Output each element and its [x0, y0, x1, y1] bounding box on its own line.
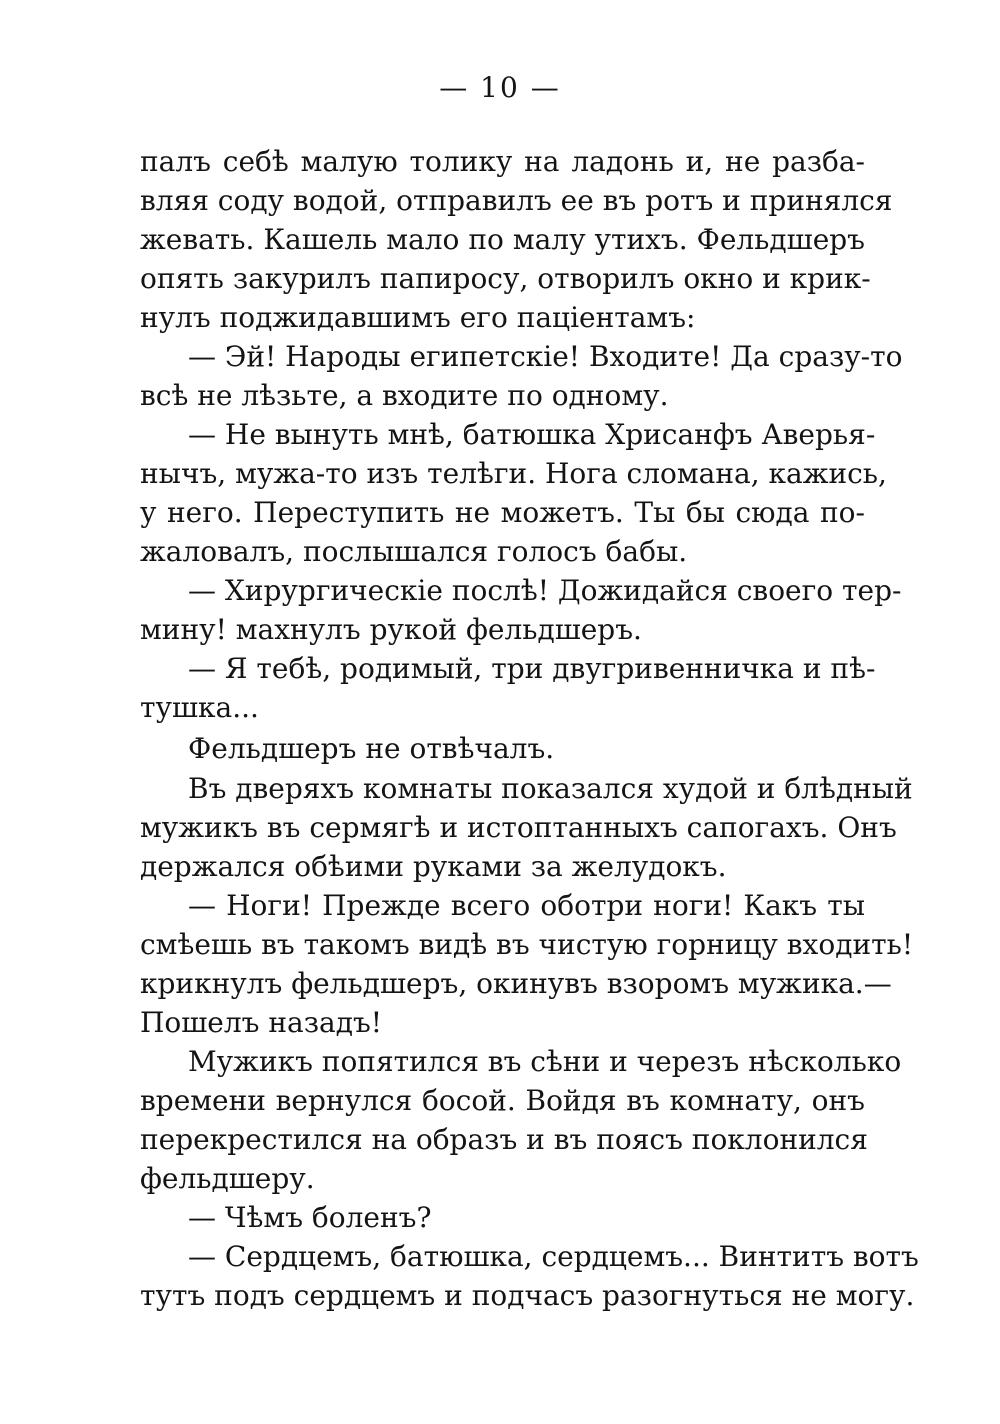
text-line: нычъ, мужа-то изъ телѣги. Нога сломана, кажись, [140, 457, 887, 490]
text-line: палъ себѣ малую толику на ладонь и, не разба- [140, 145, 865, 178]
text-line: тушка... [140, 691, 259, 724]
text-line: смѣешь въ такомъ видѣ въ чистую горницу входить! [140, 928, 914, 961]
dialogue-line: — Я тебѣ, родимый, три двугривенничка и пѣ- [188, 652, 876, 685]
text-line: у него. Переступить не можетъ. Ты бы сюда по- [140, 496, 865, 529]
text-line: всѣ не лѣзьте, а входите по одному. [140, 379, 669, 412]
text-line: держался обѣими руками за желудокъ. [140, 850, 727, 883]
text-line: Пошелъ назадъ! [140, 1006, 383, 1039]
text-line: нулъ поджидавшимъ его паціентамъ: [140, 301, 696, 334]
dialogue-line: — Чѣмъ боленъ? [188, 1201, 432, 1234]
paragraph-line: Фельдшеръ не отвѣчалъ. [188, 732, 555, 765]
dialogue-line: — Хирургическіе послѣ! Дожидайся своего тер- [188, 574, 902, 607]
dialogue-line: — Эй! Народы египетскіе! Входите! Да сразу-то [188, 340, 903, 373]
text-line: мужикъ въ сермягѣ и истоптанныхъ сапогахъ. Онъ [140, 811, 897, 844]
dialogue-line: — Не вынуть мнѣ, батюшка Хрисанфъ Аверья- [188, 418, 876, 451]
text-line: тутъ подъ сердцемъ и подчасъ разогнуться не могу. [140, 1279, 915, 1312]
text-line: вляя соду водой, отправилъ ее въ ротъ и принялся [140, 184, 893, 217]
text-line: времени вернулся босой. Войдя въ комнату, онъ [140, 1084, 865, 1117]
text-line: жаловалъ, послышался голосъ бабы. [140, 535, 688, 568]
text-line: жевать. Кашель мало по малу утихъ. Фельдшеръ [140, 223, 865, 256]
paragraph-line: Въ дверяхъ комнаты показался худой и блѣдный [188, 772, 913, 805]
dialogue-line: — Ноги! Прежде всего оботри ноги! Какъ ты [188, 889, 865, 922]
paragraph-line: Мужикъ попятился въ сѣни и черезъ нѣсколько [188, 1045, 902, 1078]
text-line: мину! махнулъ рукой фельдшеръ. [140, 613, 642, 646]
dialogue-line: — Сердцемъ, батюшка, сердцемъ... Винтитъ вотъ [188, 1240, 919, 1273]
page-number: — 10 — [439, 71, 561, 104]
text-line: перекрестился на образъ и въ поясъ поклонился [140, 1123, 868, 1156]
text-line: фельдшеру. [140, 1162, 315, 1195]
text-line: опять закурилъ папиросу, отворилъ окно и крик- [140, 262, 871, 295]
text-line: крикнулъ фельдшеръ, окинувъ взоромъ мужика.— [140, 967, 892, 1000]
